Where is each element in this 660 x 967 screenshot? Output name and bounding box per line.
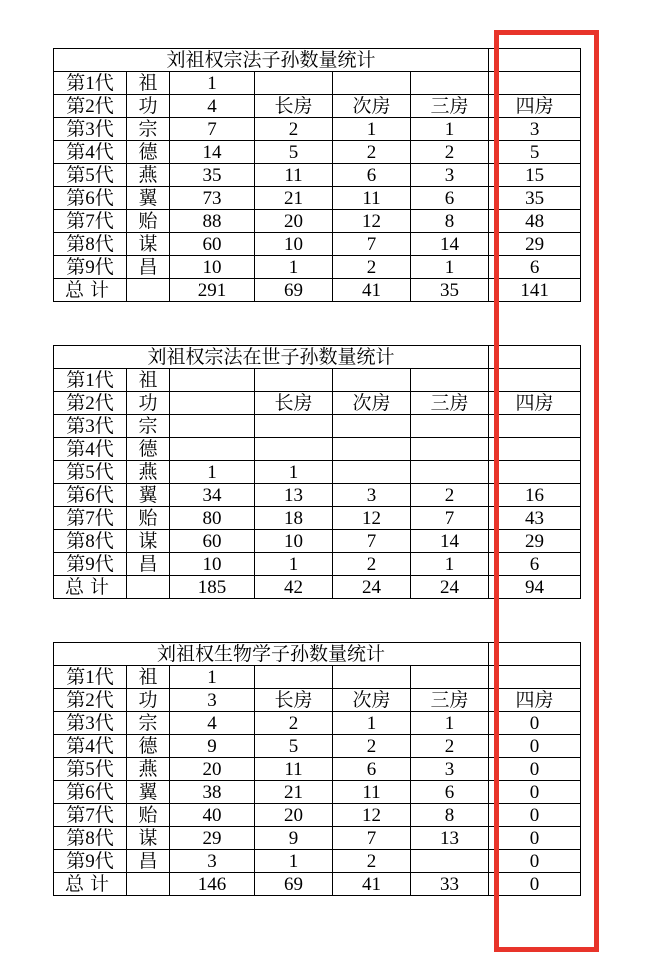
- branch4-header: 四房: [489, 95, 581, 118]
- branch2-count: 3: [333, 484, 411, 507]
- generation-label: 第7代: [54, 210, 127, 233]
- ancestor-name: 宗: [127, 712, 170, 735]
- branch4-count: [489, 666, 581, 689]
- branch1-count: 1: [255, 256, 333, 279]
- branch2-count: 1: [333, 118, 411, 141]
- table-row: [54, 484, 581, 507]
- branch2-header: 次房: [333, 95, 411, 118]
- table-total-row: [54, 279, 581, 302]
- branch3-count: 1: [411, 256, 489, 279]
- total-count: [170, 369, 255, 392]
- ancestor-name: 燕: [127, 461, 170, 484]
- table-row: [54, 95, 581, 118]
- table-row: [54, 233, 581, 256]
- title-row-branch4-cell: [489, 643, 581, 666]
- generation-label: 第9代: [54, 256, 127, 279]
- branch3-count: [411, 666, 489, 689]
- table-total-row: [54, 873, 581, 896]
- total-count: 1: [170, 461, 255, 484]
- branch3-count: [411, 72, 489, 95]
- branch4-count: 0: [489, 758, 581, 781]
- generation-label: 第4代: [54, 438, 127, 461]
- total-count: 9: [170, 735, 255, 758]
- branch2-count: 11: [333, 781, 411, 804]
- branch1-count: 10: [255, 530, 333, 553]
- total-count: 185: [170, 576, 255, 599]
- generation-label: 第6代: [54, 484, 127, 507]
- ancestor-name: 祖: [127, 72, 170, 95]
- branch3-count: [411, 850, 489, 873]
- total-count: 88: [170, 210, 255, 233]
- total-count: 1: [170, 666, 255, 689]
- branch2-count: 2: [333, 735, 411, 758]
- generation-label: 第2代: [54, 392, 127, 415]
- ancestor-name: 功: [127, 392, 170, 415]
- table-clan-descendant-counts: [53, 48, 581, 302]
- branch1-count: 1: [255, 850, 333, 873]
- branch4-count: 0: [489, 712, 581, 735]
- total-row-name-cell: [127, 576, 170, 599]
- branch4-count: 48: [489, 210, 581, 233]
- branch1-count: [255, 415, 333, 438]
- table-row: [54, 530, 581, 553]
- branch1-count: 1: [255, 461, 333, 484]
- generation-label: 第1代: [54, 666, 127, 689]
- total-count: 35: [170, 164, 255, 187]
- ancestor-name: 贻: [127, 507, 170, 530]
- generation-label: 第3代: [54, 712, 127, 735]
- branch4-count: 0: [489, 827, 581, 850]
- ancestor-name: 德: [127, 438, 170, 461]
- branch1-header: 长房: [255, 95, 333, 118]
- generation-label: 第1代: [54, 369, 127, 392]
- branch1-count: 13: [255, 484, 333, 507]
- total-row-label: 总计: [54, 279, 127, 302]
- total-count: 10: [170, 553, 255, 576]
- branch4-count: [489, 461, 581, 484]
- branch3-count: 2: [411, 141, 489, 164]
- branch4-count: [489, 72, 581, 95]
- branch4-count: 35: [489, 187, 581, 210]
- branch4-total: 94: [489, 576, 581, 599]
- table-row: [54, 164, 581, 187]
- generation-label: 第5代: [54, 758, 127, 781]
- branch1-count: 11: [255, 164, 333, 187]
- branch2-count: 12: [333, 210, 411, 233]
- ancestor-name: 翼: [127, 781, 170, 804]
- ancestor-name: 谋: [127, 233, 170, 256]
- table-row: [54, 118, 581, 141]
- table-row: [54, 689, 581, 712]
- title-row-branch4-cell: [489, 346, 581, 369]
- generation-label: 第7代: [54, 804, 127, 827]
- branch1-header: 长房: [255, 689, 333, 712]
- table-row: [54, 210, 581, 233]
- branch3-count: [411, 438, 489, 461]
- ancestor-name: 祖: [127, 369, 170, 392]
- total-count: 20: [170, 758, 255, 781]
- table-row: [54, 369, 581, 392]
- generation-label: 第5代: [54, 164, 127, 187]
- branch1-count: 18: [255, 507, 333, 530]
- branch4-count: 3: [489, 118, 581, 141]
- table-row: [54, 781, 581, 804]
- ancestor-name: 昌: [127, 256, 170, 279]
- generation-label: 第9代: [54, 553, 127, 576]
- branch1-count: [255, 72, 333, 95]
- tables-container: [53, 48, 580, 896]
- generation-label: 第8代: [54, 233, 127, 256]
- branch2-count: 7: [333, 530, 411, 553]
- branch1-count: [255, 438, 333, 461]
- total-count: [170, 415, 255, 438]
- branch3-count: 6: [411, 781, 489, 804]
- branch3-count: 14: [411, 530, 489, 553]
- branch4-count: 0: [489, 781, 581, 804]
- table-title-row: [54, 49, 581, 72]
- table-row: [54, 438, 581, 461]
- branch4-count: 29: [489, 530, 581, 553]
- branch1-count: 10: [255, 233, 333, 256]
- total-count: 60: [170, 233, 255, 256]
- ancestor-name: 谋: [127, 827, 170, 850]
- branch4-count: [489, 438, 581, 461]
- branch3-count: 3: [411, 758, 489, 781]
- branch3-count: 8: [411, 210, 489, 233]
- generation-label: 第9代: [54, 850, 127, 873]
- branch1-count: 20: [255, 804, 333, 827]
- branch3-count: 1: [411, 118, 489, 141]
- branch2-total: 41: [333, 873, 411, 896]
- table-title: 刘祖权宗法子孙数量统计: [54, 49, 489, 72]
- branch1-count: 2: [255, 712, 333, 735]
- branch4-count: 6: [489, 553, 581, 576]
- branch4-count: 29: [489, 233, 581, 256]
- branch2-count: 7: [333, 827, 411, 850]
- branch4-count: 0: [489, 850, 581, 873]
- branch2-count: 11: [333, 187, 411, 210]
- table-row: [54, 735, 581, 758]
- table-row: [54, 461, 581, 484]
- branch3-count: 14: [411, 233, 489, 256]
- generation-label: 第6代: [54, 781, 127, 804]
- ancestor-name: 贻: [127, 804, 170, 827]
- table-title: 刘祖权宗法在世子孙数量统计: [54, 346, 489, 369]
- ancestor-name: 德: [127, 735, 170, 758]
- branch3-total: 24: [411, 576, 489, 599]
- generation-label: 第4代: [54, 735, 127, 758]
- ancestor-name: 燕: [127, 164, 170, 187]
- ancestor-name: 功: [127, 95, 170, 118]
- branch4-count: 0: [489, 735, 581, 758]
- ancestor-name: 昌: [127, 850, 170, 873]
- branch3-count: 2: [411, 484, 489, 507]
- branch2-count: 6: [333, 758, 411, 781]
- branch3-count: 8: [411, 804, 489, 827]
- branch4-header: 四房: [489, 689, 581, 712]
- branch1-count: 2: [255, 118, 333, 141]
- branch3-count: 1: [411, 553, 489, 576]
- branch2-count: 2: [333, 553, 411, 576]
- total-count: 29: [170, 827, 255, 850]
- table-row: [54, 712, 581, 735]
- branch4-count: [489, 415, 581, 438]
- ancestor-name: 功: [127, 689, 170, 712]
- total-count: 4: [170, 95, 255, 118]
- branch1-count: 5: [255, 735, 333, 758]
- branch4-count: 43: [489, 507, 581, 530]
- branch3-count: 7: [411, 507, 489, 530]
- total-count: 7: [170, 118, 255, 141]
- total-count: 291: [170, 279, 255, 302]
- total-count: 1: [170, 72, 255, 95]
- ancestor-name: 翼: [127, 484, 170, 507]
- ancestor-name: 燕: [127, 758, 170, 781]
- ancestor-name: 昌: [127, 553, 170, 576]
- branch3-count: 2: [411, 735, 489, 758]
- branch1-count: 21: [255, 781, 333, 804]
- branch2-count: [333, 666, 411, 689]
- branch3-header: 三房: [411, 95, 489, 118]
- branch2-count: [333, 438, 411, 461]
- table-row: [54, 187, 581, 210]
- branch3-count: 1: [411, 712, 489, 735]
- branch2-count: 1: [333, 712, 411, 735]
- ancestor-name: 翼: [127, 187, 170, 210]
- branch2-count: 2: [333, 141, 411, 164]
- generation-label: 第1代: [54, 72, 127, 95]
- total-row-label: 总计: [54, 576, 127, 599]
- branch1-count: [255, 369, 333, 392]
- total-count: 73: [170, 187, 255, 210]
- branch2-count: 12: [333, 507, 411, 530]
- branch2-count: [333, 415, 411, 438]
- generation-label: 第4代: [54, 141, 127, 164]
- total-row-label: 总计: [54, 873, 127, 896]
- table-living-descendant-counts: [53, 345, 581, 599]
- branch4-count: 6: [489, 256, 581, 279]
- table-row: [54, 804, 581, 827]
- generation-label: 第6代: [54, 187, 127, 210]
- branch2-header: 次房: [333, 392, 411, 415]
- branch4-header: 四房: [489, 392, 581, 415]
- total-count: 3: [170, 850, 255, 873]
- branch1-count: 20: [255, 210, 333, 233]
- generation-label: 第2代: [54, 95, 127, 118]
- generation-label: 第3代: [54, 118, 127, 141]
- table-row: [54, 758, 581, 781]
- table-row: [54, 553, 581, 576]
- generation-label: 第8代: [54, 530, 127, 553]
- generation-label: 第5代: [54, 461, 127, 484]
- generation-label: 第2代: [54, 689, 127, 712]
- total-row-name-cell: [127, 279, 170, 302]
- branch2-count: 2: [333, 256, 411, 279]
- branch2-count: 7: [333, 233, 411, 256]
- total-count: 14: [170, 141, 255, 164]
- branch1-total: 42: [255, 576, 333, 599]
- total-count: 10: [170, 256, 255, 279]
- total-count: 34: [170, 484, 255, 507]
- branch3-count: 13: [411, 827, 489, 850]
- ancestor-name: 谋: [127, 530, 170, 553]
- total-count: 60: [170, 530, 255, 553]
- generation-label: 第3代: [54, 415, 127, 438]
- branch3-count: 6: [411, 187, 489, 210]
- ancestor-name: 祖: [127, 666, 170, 689]
- branch2-header: 次房: [333, 689, 411, 712]
- table-biological-descendant-counts: [53, 642, 581, 896]
- title-row-branch4-cell: [489, 49, 581, 72]
- branch4-count: 5: [489, 141, 581, 164]
- branch2-count: 12: [333, 804, 411, 827]
- total-count: 4: [170, 712, 255, 735]
- branch2-count: 6: [333, 164, 411, 187]
- total-count: 38: [170, 781, 255, 804]
- branch1-total: 69: [255, 873, 333, 896]
- ancestor-name: 贻: [127, 210, 170, 233]
- branch4-total: 141: [489, 279, 581, 302]
- branch2-total: 24: [333, 576, 411, 599]
- branch1-count: 1: [255, 553, 333, 576]
- branch2-total: 41: [333, 279, 411, 302]
- branch4-count: 0: [489, 804, 581, 827]
- branch1-count: [255, 666, 333, 689]
- branch2-count: [333, 369, 411, 392]
- table-row: [54, 827, 581, 850]
- total-count: [170, 438, 255, 461]
- branch4-count: 15: [489, 164, 581, 187]
- branch3-count: [411, 369, 489, 392]
- table-title: 刘祖权生物学子孙数量统计: [54, 643, 489, 666]
- total-count: 40: [170, 804, 255, 827]
- ancestor-name: 德: [127, 141, 170, 164]
- table-row: [54, 141, 581, 164]
- ancestor-name: 宗: [127, 415, 170, 438]
- branch4-count: 16: [489, 484, 581, 507]
- branch2-count: [333, 72, 411, 95]
- table-row: [54, 392, 581, 415]
- table-row: [54, 256, 581, 279]
- table-row: [54, 415, 581, 438]
- table-title-row: [54, 643, 581, 666]
- branch1-total: 69: [255, 279, 333, 302]
- branch3-count: [411, 461, 489, 484]
- total-count: 80: [170, 507, 255, 530]
- table-title-row: [54, 346, 581, 369]
- branch3-count: [411, 415, 489, 438]
- branch3-header: 三房: [411, 392, 489, 415]
- branch3-total: 33: [411, 873, 489, 896]
- total-count: 3: [170, 689, 255, 712]
- branch4-total: 0: [489, 873, 581, 896]
- table-gap: [53, 599, 580, 642]
- branch3-header: 三房: [411, 689, 489, 712]
- total-count: [170, 392, 255, 415]
- table-total-row: [54, 576, 581, 599]
- branch3-count: 3: [411, 164, 489, 187]
- table-row: [54, 850, 581, 873]
- branch2-count: 2: [333, 850, 411, 873]
- branch4-count: [489, 369, 581, 392]
- branch1-count: 11: [255, 758, 333, 781]
- generation-label: 第7代: [54, 507, 127, 530]
- branch3-total: 35: [411, 279, 489, 302]
- table-row: [54, 666, 581, 689]
- table-row: [54, 507, 581, 530]
- table-gap: [53, 302, 580, 345]
- generation-label: 第8代: [54, 827, 127, 850]
- branch2-count: [333, 461, 411, 484]
- table-row: [54, 72, 581, 95]
- total-count: 146: [170, 873, 255, 896]
- branch1-header: 长房: [255, 392, 333, 415]
- branch1-count: 21: [255, 187, 333, 210]
- branch1-count: 9: [255, 827, 333, 850]
- branch1-count: 5: [255, 141, 333, 164]
- ancestor-name: 宗: [127, 118, 170, 141]
- total-row-name-cell: [127, 873, 170, 896]
